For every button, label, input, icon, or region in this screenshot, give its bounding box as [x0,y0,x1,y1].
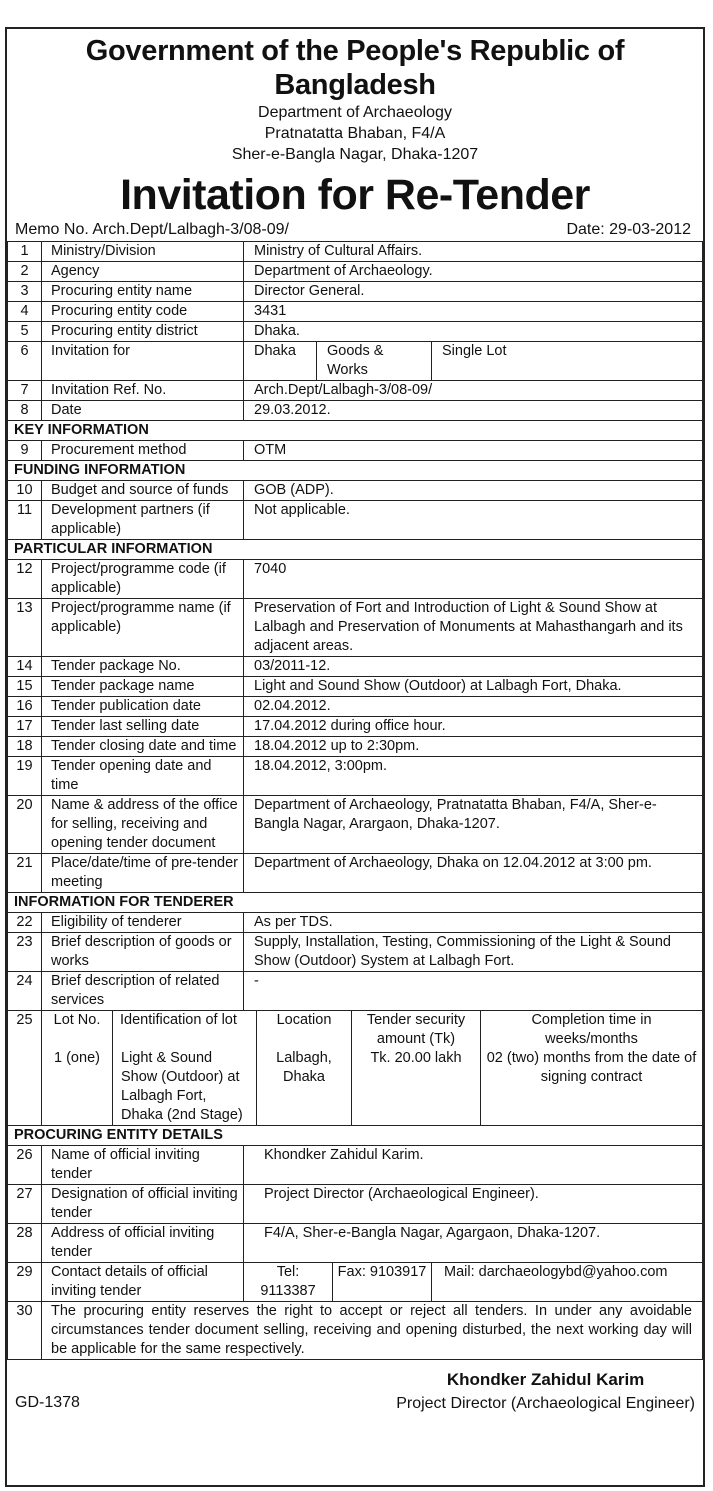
row-number: 25 [8,1011,42,1126]
row-value: Ministry of Cultural Affairs. [244,242,703,262]
table-row [8,972,703,1011]
row-label: Tender package name [42,677,244,697]
row-number: 5 [8,322,42,342]
row-label: Name & address of the office for selling, receiving and opening tender document [42,796,244,854]
row-label: Tender opening date and time [42,757,244,796]
row-label: Name of official inviting tender [42,1146,244,1185]
lot-header-location: Location [257,1011,352,1049]
row-value: Project Director (Archaeological Engineer). [244,1185,703,1224]
row-number: 8 [8,401,42,421]
row-label: Ministry/Division [42,242,244,262]
table-row [8,1302,703,1360]
table-row [8,737,703,757]
row-label: Brief description of related services [42,972,244,1011]
row-value: GOB (ADP). [244,481,703,501]
lot-header-identification: Identification of lot [113,1011,257,1049]
table-row [8,381,703,401]
tender-notice [5,27,705,1487]
signer-name: Khondker Zahidul Karim [446,1370,645,1389]
row-label: Project/programme code (if applicable) [42,560,244,599]
row-number: 19 [8,757,42,796]
invitation-lot: Single Lot [432,342,703,380]
memo-line [7,219,703,241]
row-value: Supply, Installation, Testing, Commissioning of the Light & Sound Show (Outdoor) System at Lalbagh Fort. [244,933,703,972]
section-header: FUNDING INFORMATION [8,461,703,481]
memo-number: Memo No. Arch.Dept/Lalbagh-3/08-09/ [15,221,289,238]
notice-header [7,34,703,219]
row-number: 30 [8,1302,42,1360]
row-number: 17 [8,717,42,737]
row-number: 4 [8,302,42,322]
row-number: 2 [8,262,42,282]
row-label: Tender publication date [42,697,244,717]
row-value: 18.04.2012, 3:00pm. [244,757,703,796]
row-number: 24 [8,972,42,1011]
row-value: Dhaka. [244,322,703,342]
row-label: Eligibility of tenderer [42,913,244,933]
row-label: Procuring entity name [42,282,244,302]
table-row [8,282,703,302]
row-label: Invitation for [42,342,244,381]
row-number: 1 [8,242,42,262]
lot-header-number: Lot No. [53,1012,101,1028]
row-number: 9 [8,441,42,461]
row-number: 12 [8,560,42,599]
table-row [8,657,703,677]
table-row [8,1263,703,1302]
table-row [8,697,703,717]
gd-number: GD-1378 [15,1394,80,1411]
table-row [8,933,703,972]
table-row [8,796,703,854]
department-address: Sher-e-Bangla Nagar, Dhaka-1207 [231,146,479,163]
row-label: Place/date/time of pre-tender meeting [42,854,244,893]
row-label: Invitation Ref. No. [42,381,244,401]
row-label: Tender closing date and time [42,737,244,757]
row-value: Arch.Dept/Lalbagh-3/08-09/ [244,381,703,401]
row-number: 14 [8,657,42,677]
table-row [8,262,703,282]
contact-fax: Fax: 9103917 [333,1263,432,1301]
row-label: Contact details of official inviting tender [42,1263,244,1302]
lot-completion-time: 02 (two) months from the date of signing contract [481,1049,703,1125]
row-value: The procuring entity reserves the right to accept or reject all tenders. In under any avoidable circumstances tender document selling, receiving and opening disturbed, the next working day will be applicable for the same respectively. [42,1302,703,1360]
row-label: Agency [42,262,244,282]
building-name: Pratnatatta Bhaban, F4/A [264,125,446,142]
table-row [8,481,703,501]
row-label: Project/programme name (if applicable) [42,599,244,657]
notice-title: Invitation for Re-Tender [120,171,590,219]
contact-tel: Tel: 9113387 [260,1264,316,1299]
row-label: Tender package No. [42,657,244,677]
table-row [8,1224,703,1263]
row-label: Development partners (if applicable) [42,501,244,540]
row-value: Khondker Zahidul Karim. [244,1146,703,1185]
table-row [8,242,703,262]
row-value: Preservation of Fort and Introduction of Light & Sound Show at Lalbagh and Preservation of Monuments at Mahasthangarh and its adjacent areas. [244,599,703,657]
row-number: 22 [8,913,42,933]
table-row [8,677,703,697]
row-label: Designation of official inviting tender [42,1185,244,1224]
table-row [8,1185,703,1224]
row-value: 18.04.2012 up to 2:30pm. [244,737,703,757]
table-row [8,1146,703,1185]
row-value: Light and Sound Show (Outdoor) at Lalbagh Fort, Dhaka. [244,677,703,697]
row-number: 28 [8,1224,42,1263]
row-number: 20 [8,796,42,854]
lot-header-completion: Completion time in weeks/months [481,1011,703,1049]
row-number: 15 [8,677,42,697]
row-value [244,342,703,381]
table-row [8,1011,703,1126]
row-value: Not applicable. [244,501,703,540]
table-row [8,401,703,421]
table-row [8,322,703,342]
row-number: 26 [8,1146,42,1185]
row-value: - [244,972,703,1011]
row-label: Procurement method [42,441,244,461]
table-row [8,302,703,322]
row-label: Brief description of goods or works [42,933,244,972]
row-value [244,1263,703,1302]
row-number: 27 [8,1185,42,1224]
lot-number: 1 (one) [54,1050,100,1066]
department-name: Department of Archaeology [258,104,452,121]
table-row [8,441,703,461]
row-value: 02.04.2012. [244,697,703,717]
row-value: 03/2011-12. [244,657,703,677]
invitation-type: Goods & Works [317,342,432,380]
tender-table [7,241,703,1360]
row-value: OTM [244,441,703,461]
lot-identification: Light & Sound Show (Outdoor) at Lalbagh Fort, Dhaka (2nd Stage) [113,1049,257,1125]
lot-table-cell [42,1011,703,1126]
signature-block [396,1368,695,1415]
signer-designation: Project Director (Archaeological Engineer) [396,1395,695,1412]
section-header: PROCURING ENTITY DETAILS [8,1126,703,1146]
row-value: Department of Archaeology. [244,262,703,282]
row-value: F4/A, Sher-e-Bangla Nagar, Agargaon, Dhaka-1207. [244,1224,703,1263]
row-label: Date [42,401,244,421]
row-label: Procuring entity district [42,322,244,342]
row-number: 13 [8,599,42,657]
table-row [8,757,703,796]
row-number: 18 [8,737,42,757]
row-number: 29 [8,1263,42,1302]
memo-date: Date: 29-03-2012 [566,221,691,238]
lot-security-amount: Tk. 20.00 lakh [352,1049,481,1125]
section-header: PARTICULAR INFORMATION [8,540,703,560]
row-label: Tender last selling date [42,717,244,737]
table-row [8,913,703,933]
row-number: 7 [8,381,42,401]
row-number: 11 [8,501,42,540]
row-value: Department of Archaeology, Pratnatatta Bhaban, F4/A, Sher-e-Bangla Nagar, Arargaon, Dhaka-1207. [244,796,703,854]
section-header: KEY INFORMATION [8,421,703,441]
table-row [8,599,703,657]
row-number: 6 [8,342,42,381]
row-number: 23 [8,933,42,972]
row-label: Address of official inviting tender [42,1224,244,1263]
row-number: 16 [8,697,42,717]
row-label: Procuring entity code [42,302,244,322]
government-title: Government of the People's Republic of Bangladesh [85,35,625,101]
table-row [8,854,703,893]
row-value: 17.04.2012 during office hour. [244,717,703,737]
lot-location: Lalbagh, Dhaka [257,1049,352,1125]
lot-table [42,1011,702,1125]
table-row [8,560,703,599]
row-number: 3 [8,282,42,302]
row-value: Director General. [244,282,703,302]
table-row [8,717,703,737]
row-value: 3431 [244,302,703,322]
table-row [8,501,703,540]
row-label: Budget and source of funds [42,481,244,501]
notice-footer [7,1360,703,1418]
row-value: 29.03.2012. [244,401,703,421]
invitation-district: Dhaka [254,343,296,359]
row-number: 21 [8,854,42,893]
lot-header-security: Tender security amount (Tk) [352,1011,481,1049]
contact-mail: Mail: darchaeologybd@yahoo.com [432,1263,703,1301]
row-number: 10 [8,481,42,501]
table-row [8,342,703,381]
section-header: INFORMATION FOR TENDERER [8,893,703,913]
row-value: 7040 [244,560,703,599]
row-value: Department of Archaeology, Dhaka on 12.04.2012 at 3:00 pm. [244,854,703,893]
row-value: As per TDS. [244,913,703,933]
